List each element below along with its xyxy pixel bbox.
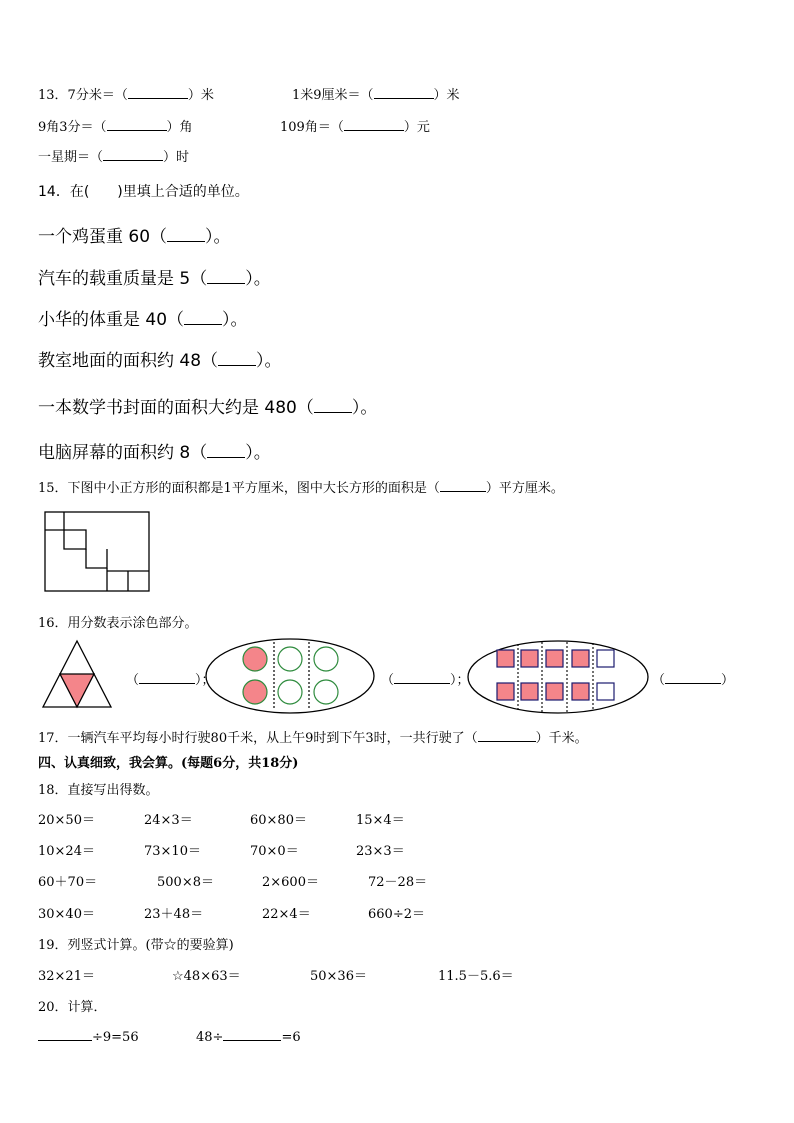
empty-square (597, 650, 614, 667)
staircase-squares-figure (44, 511, 152, 593)
q14-item-2: 汽车的载重质量是 5（ ）。 (38, 269, 271, 289)
triangle-figure (40, 638, 114, 710)
answer-blank[interactable] (223, 1028, 281, 1041)
empty-circle (278, 680, 302, 704)
shaded-square (546, 650, 563, 667)
q20-expr-1: ÷9=56 (38, 1028, 139, 1045)
empty-circle (314, 680, 338, 704)
q14-title: 14．在( )里填上合适的单位。 (38, 184, 249, 200)
shaded-square (572, 650, 589, 667)
answer-blank[interactable] (167, 229, 205, 242)
shaded-square (497, 650, 514, 667)
small-square-3 (86, 549, 107, 568)
q18-cell: 70×0＝ (250, 844, 299, 859)
q14-item-4: 教室地面的面积约 48（ ）。 (38, 351, 282, 371)
small-square-1 (45, 512, 64, 530)
circles-ellipse-figure (204, 636, 376, 716)
answer-blank[interactable] (38, 1028, 92, 1041)
large-rectangle (45, 512, 149, 591)
q18-cell: 73×10＝ (144, 844, 201, 859)
q20-expr-2: 48÷ =6 (196, 1030, 301, 1045)
q18-cell: 24×3＝ (144, 813, 193, 828)
answer-blank[interactable] (374, 86, 434, 99)
q13-line2-left: 9角3分＝（ ）角 (38, 120, 193, 135)
answer-blank[interactable] (394, 671, 450, 684)
q18-cell: 10×24＝ (38, 844, 95, 859)
q20-title: 20．计算． (38, 1000, 107, 1015)
answer-blank[interactable] (218, 353, 256, 366)
answer-blank[interactable] (139, 671, 195, 684)
shaded-triangle (60, 674, 94, 707)
answer-blank[interactable] (103, 148, 163, 161)
answer-blank[interactable] (314, 400, 352, 413)
empty-circle (314, 647, 338, 671)
small-square-2 (64, 530, 86, 549)
q16-answer-3: （ ） (652, 673, 735, 688)
q13-line2-right: 109角＝（ ）元 (280, 120, 430, 135)
q18-cell: 30×40＝ (38, 907, 95, 922)
answer-blank[interactable] (128, 86, 188, 99)
q19-item: 50×36＝ (310, 969, 367, 984)
q18-cell: 23＋48＝ (144, 907, 204, 922)
shaded-circle (243, 647, 267, 671)
answer-blank[interactable] (207, 271, 245, 284)
shaded-square (497, 683, 514, 700)
shaded-square (521, 650, 538, 667)
q16-answer-1: （ ）； (126, 673, 215, 688)
q14-item-1: 一个鸡蛋重 60（ ）。 (38, 227, 231, 247)
q18-cell: 20×50＝ (38, 813, 95, 828)
q18-cell: 60×80＝ (250, 813, 307, 828)
q18-cell: 60＋70＝ (38, 875, 98, 890)
q18-cell: 15×4＝ (356, 813, 405, 828)
empty-circle (278, 647, 302, 671)
q17-text: 17．一辆汽车平均每小时行驶80千米，从上午9时到下午3时，一共行驶了（ ）千米。 (38, 731, 588, 746)
q16-answer-2: （ ）； (381, 673, 470, 688)
q18-title: 18．直接写出得数。 (38, 783, 159, 798)
q19-item: 11.5－5.6＝ (438, 969, 514, 984)
q14-item-5: 一本数学书封面的面积大约是 480（ ）。 (38, 398, 378, 418)
answer-blank[interactable] (184, 312, 222, 325)
q16-text: 16．用分数表示涂色部分。 (38, 616, 198, 631)
answer-blank[interactable] (478, 729, 536, 742)
q18-cell: 2×600＝ (262, 875, 319, 890)
answer-blank[interactable] (440, 479, 486, 492)
shaded-square (546, 683, 563, 700)
q18-cell: 23×3＝ (356, 844, 405, 859)
q19-title: 19．列竖式计算。(带☆的要验算) (38, 938, 234, 953)
q18-cell: 660÷2＝ (368, 907, 425, 922)
empty-square (597, 683, 614, 700)
answer-blank[interactable] (344, 118, 404, 131)
q13-line1-right: 1米9厘米＝（ ）米 (292, 88, 460, 103)
q15-text: 15．下图中小正方形的面积都是1平方厘米，图中大长方形的面积是（ ）平方厘米。 (38, 481, 564, 496)
q13-line1-left: 13．7分米＝（ ）米 (38, 88, 214, 103)
answer-blank[interactable] (207, 445, 245, 458)
section-4-heading: 四、认真细致，我会算。(每题6分，共18分) (38, 756, 299, 771)
squares-ellipse-figure (466, 638, 650, 716)
q14-item-6: 电脑屏幕的面积约 8（ ）。 (38, 443, 271, 463)
shaded-square (572, 683, 589, 700)
q18-cell: 72－28＝ (368, 875, 428, 890)
q13-line3: 一星期＝（ ）时 (38, 150, 190, 165)
q19-item: ☆48×63＝ (172, 969, 241, 984)
answer-blank[interactable] (665, 671, 721, 684)
q14-item-3: 小华的体重是 40（ ）。 (38, 310, 248, 330)
shaded-square (521, 683, 538, 700)
q18-cell: 22×4＝ (262, 907, 311, 922)
shaded-circle (243, 680, 267, 704)
q19-item: 32×21＝ (38, 969, 95, 984)
q18-cell: 500×8＝ (157, 875, 214, 890)
answer-blank[interactable] (107, 118, 167, 131)
